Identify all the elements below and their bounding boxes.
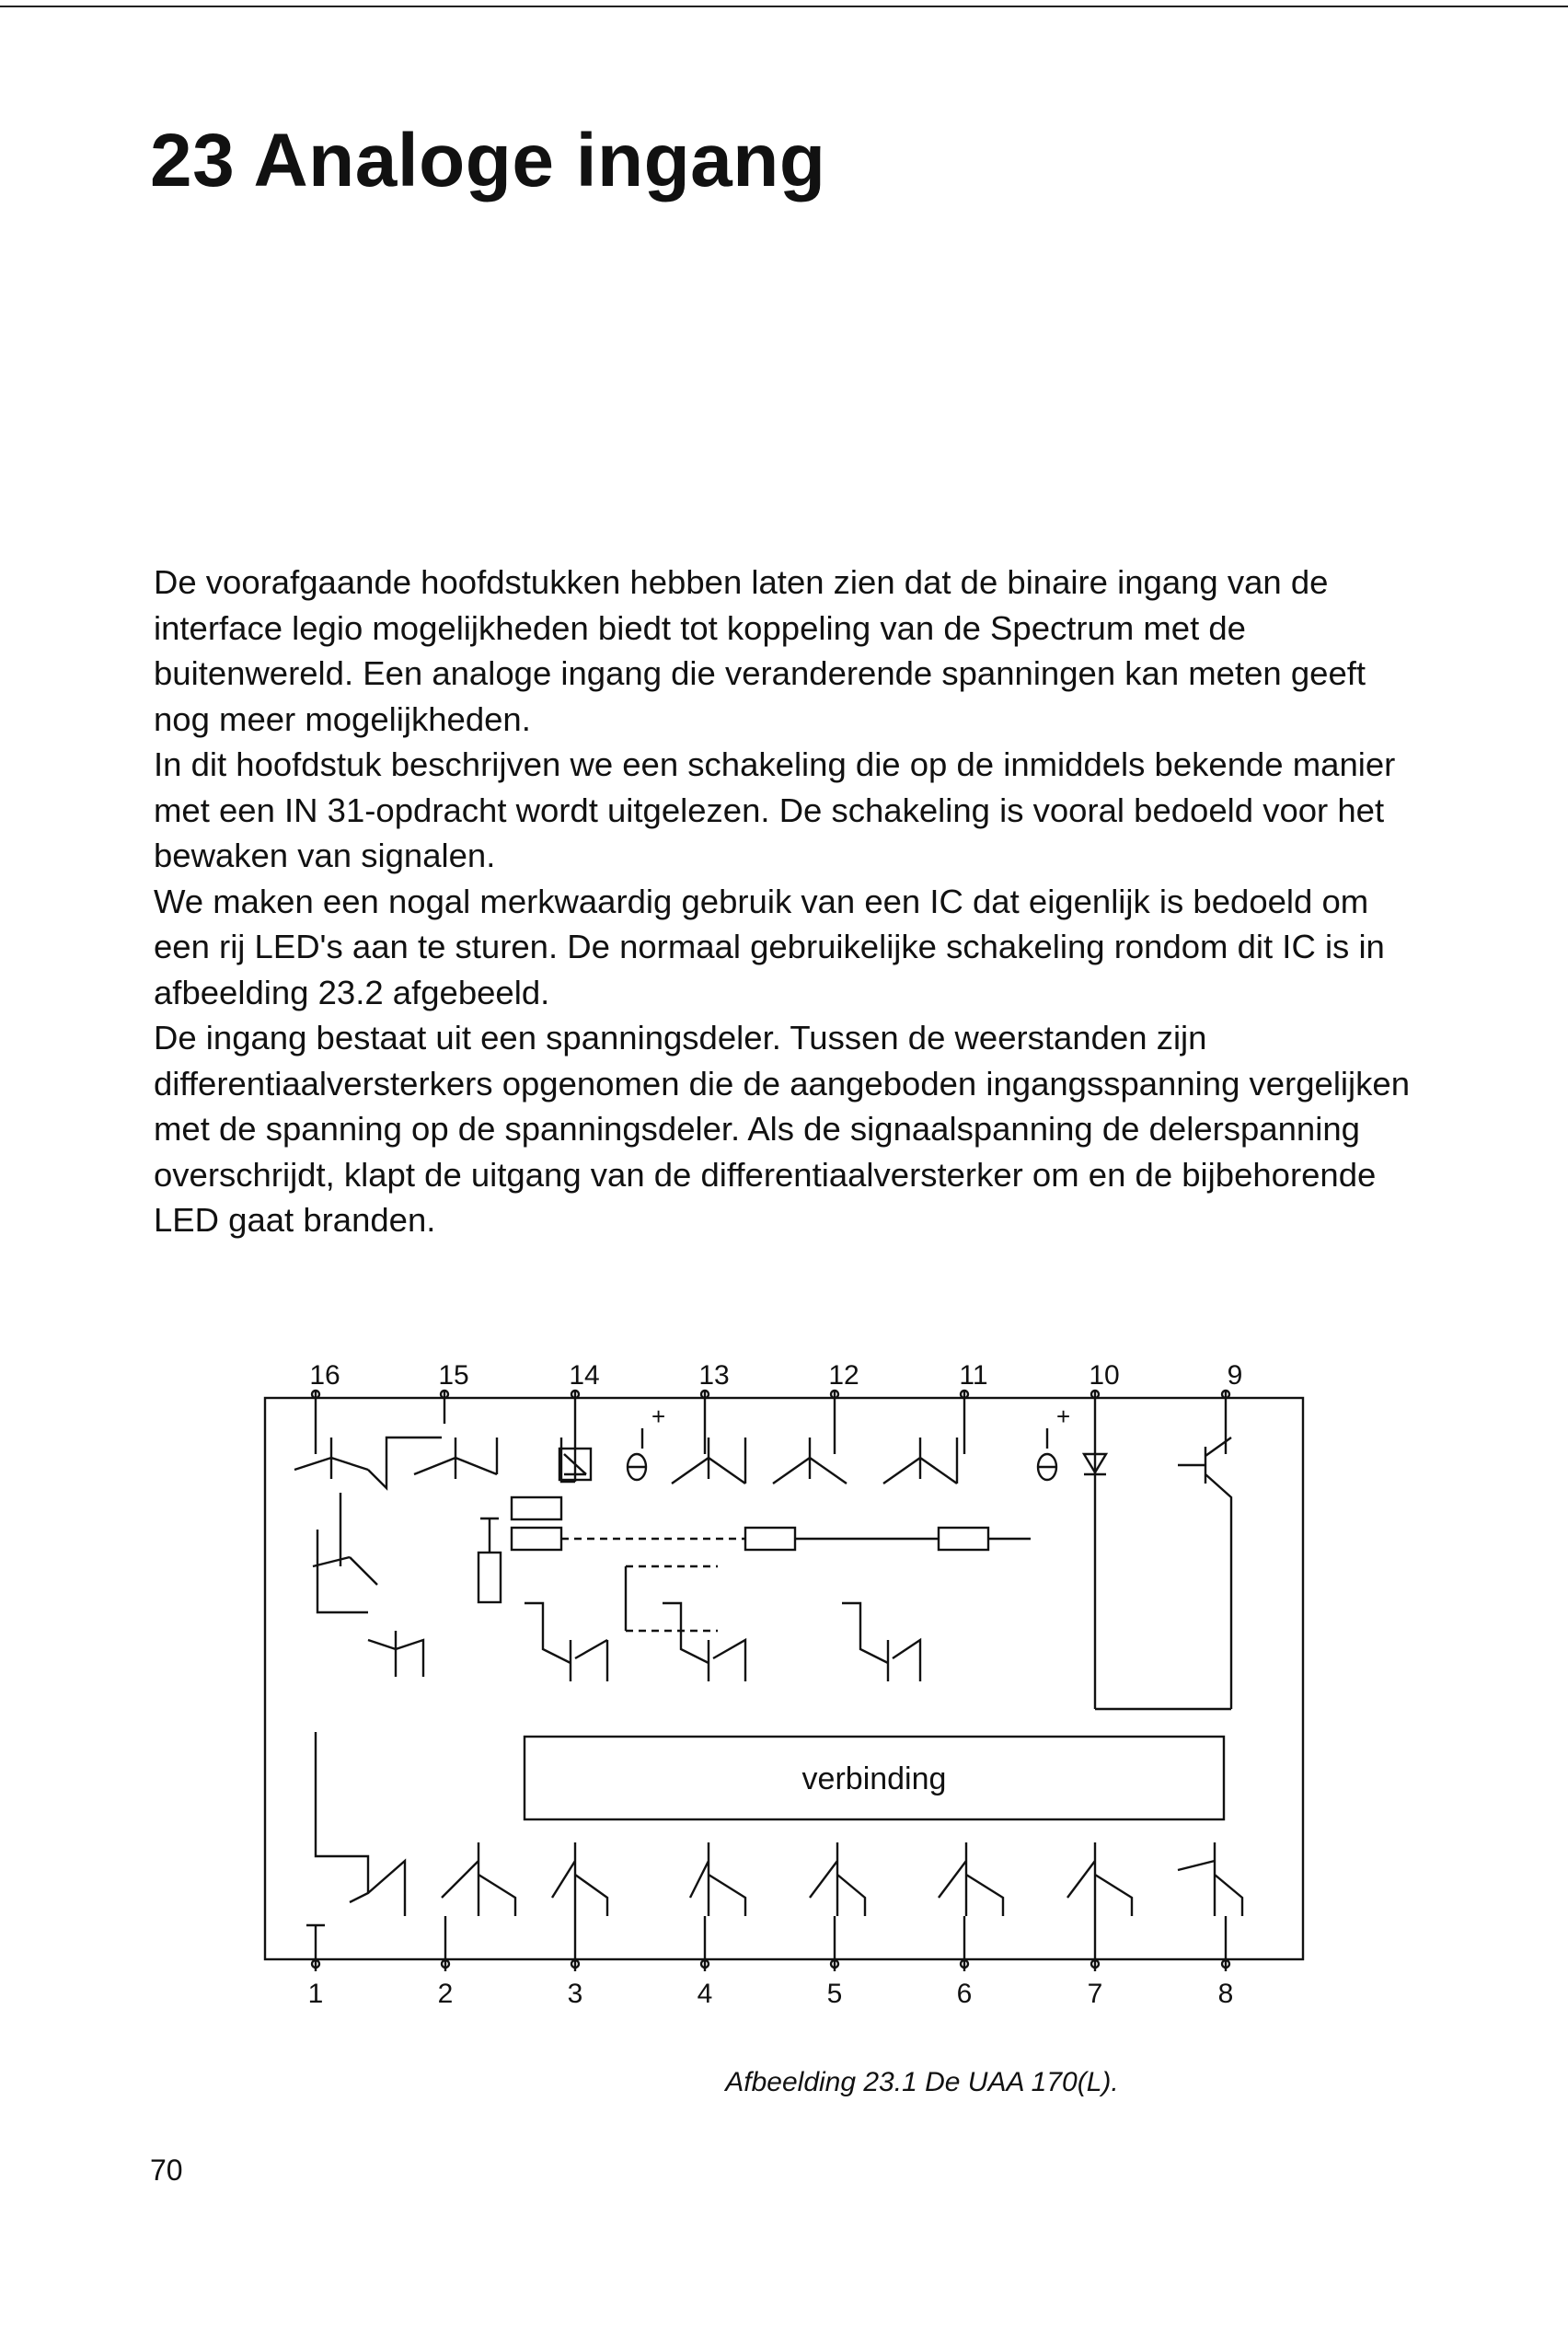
pin-label-3: 3 <box>567 1979 583 2009</box>
ic-outline <box>265 1398 1303 1959</box>
pin-label-6: 6 <box>956 1979 973 2009</box>
pin-label-7: 7 <box>1087 1979 1103 2009</box>
differential-amplifiers <box>313 1454 1231 1709</box>
pin-label-9: 9 <box>1227 1360 1243 1391</box>
supply-symbol: + <box>1056 1403 1071 1430</box>
circuit-diagram <box>258 1345 1316 2017</box>
pin-label-14: 14 <box>569 1360 600 1391</box>
bottom-pin-labels <box>308 1979 1234 2009</box>
paragraph: De ingang bestaat uit een spanningsdeler. Tussen de weerstanden zijn differentiaalversterkers opgenomen die de aangeboden ingangsspanning vergelijken met de spanning op de spanningsdeler. Als de signaalspanning de delerspanning overschrijdt, klapt de uitgang van de differentiaalversterker om en de bijbehorende LED gaat branden. <box>154 1019 1410 1239</box>
top-pin-labels <box>309 1360 1242 1391</box>
top-rule <box>0 6 1568 7</box>
pin-label-11: 11 <box>959 1360 988 1391</box>
pin-label-12: 12 <box>828 1360 859 1391</box>
paragraph: In dit hoofdstuk beschrijven we een schakeling die op de inmiddels bekende manier met een IN 31-opdracht wordt uitgelezen. De schakeling is vooral bedoeld voor het bewaken van signalen. <box>154 745 1396 874</box>
verbinding-label: verbinding <box>801 1761 947 1796</box>
resistor-divider <box>478 1497 1031 1631</box>
supply-symbol: + <box>651 1403 666 1430</box>
page-number: 70 <box>150 2153 183 2187</box>
paragraph: De voorafgaande hoofdstukken hebben laten zien dat de binaire ingang van de interface legio mogelijkheden biedt tot koppeling van de Spectrum met de buitenwereld. Een analoge ingang die veranderende spanningen kan meten geeft nog meer mogelijkheden. <box>154 563 1366 738</box>
pin-label-8: 8 <box>1217 1979 1234 2009</box>
supply-labels <box>651 1403 1070 1430</box>
pin-label-1: 1 <box>307 1979 324 2009</box>
chapter-title: 23 Analoge ingang <box>150 119 826 202</box>
circuit-diagram-svg <box>258 1345 1316 2017</box>
top-pins <box>312 1390 1229 1463</box>
lower-transistors <box>316 1732 1242 1916</box>
body-text <box>154 560 1424 1243</box>
pin-label-13: 13 <box>698 1360 730 1391</box>
pin-label-16: 16 <box>309 1360 340 1391</box>
figure-caption: Afbeelding 23.1 De UAA 170(L). <box>725 2067 1119 2097</box>
pin-label-2: 2 <box>437 1979 454 2009</box>
pin-label-10: 10 <box>1089 1360 1120 1391</box>
pin-label-4: 4 <box>697 1979 713 2009</box>
paragraph: We maken een nogal merkwaardig gebruik van een IC dat eigenlijk is bedoeld om een rij LED's aan te sturen. De normaal gebruikelijke schakeling rondom dit IC is in afbeelding 23.2 afgebeeld. <box>154 882 1385 1011</box>
bottom-pins <box>306 1916 1229 1971</box>
upper-transistors <box>294 1428 1231 1709</box>
pin-label-5: 5 <box>826 1979 843 2009</box>
pin-label-15: 15 <box>438 1360 469 1391</box>
